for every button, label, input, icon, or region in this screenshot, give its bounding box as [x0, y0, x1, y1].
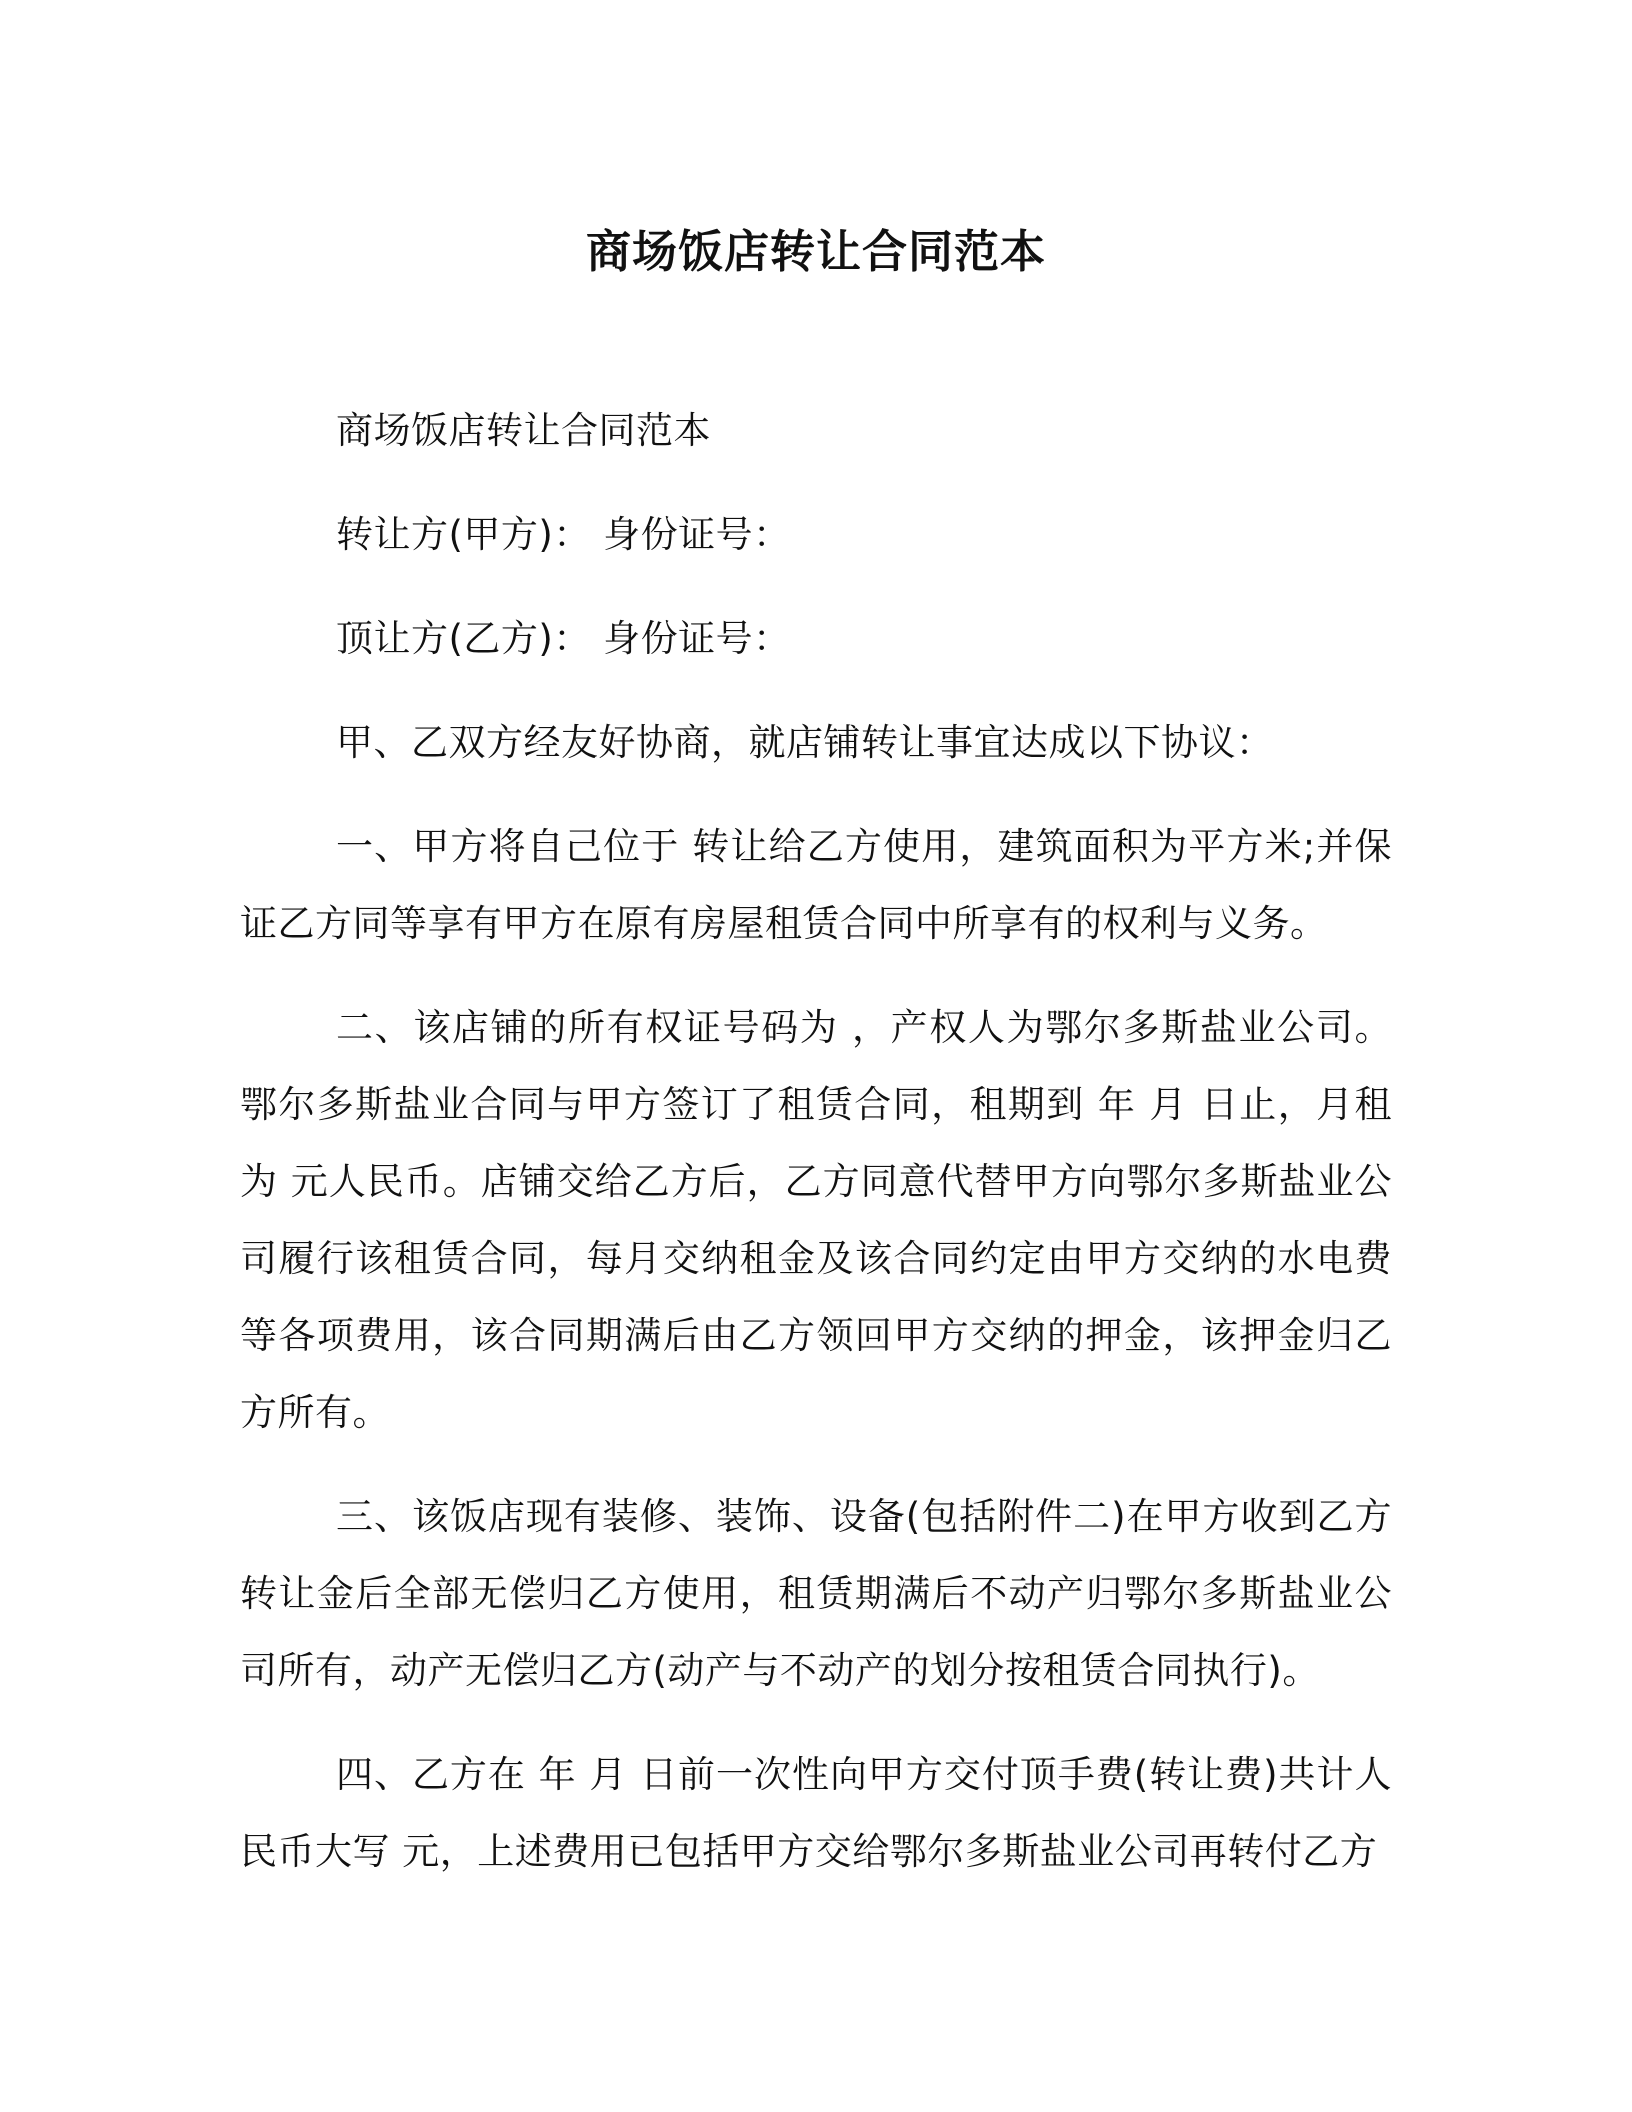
paragraph-agreement-intro: 甲、乙双方经友好协商，就店铺转让事宜达成以下协议： [336, 721, 1274, 764]
paragraph-transferor: 转让方(甲方)： 身份证号： [336, 513, 791, 556]
paragraph-clause-1: 一、甲方将自己位于 转让给乙方使用，建筑面积为平方米;并保证乙方同等享有甲方在原有房屋租赁合同中所享有的权利与义务。 [240, 825, 1392, 945]
paragraph-heading: 商场饭店转让合同范本 [336, 409, 711, 452]
document-body [240, 392, 1392, 1917]
paragraph-clause-4: 四、乙方在 年 月 日前一次性向甲方交付顶手费(转让费)共计人民币大写 元，上述费用已包括甲方交给鄂尔多斯盐业公司再转付乙方 [240, 1753, 1392, 1873]
paragraph-clause-3: 三、该饭店现有装修、装饰、设备(包括附件二)在甲方收到乙方转让金后全部无偿归乙方使用，租赁期满后不动产归鄂尔多斯盐业公司所有，动产无偿归乙方(动产与不动产的划分按租赁合同执行)。 [240, 1495, 1392, 1692]
document-title: 商场饭店转让合同范本 [585, 225, 1046, 278]
paragraph-transferee: 顶让方(乙方)： 身份证号： [336, 617, 791, 660]
paragraph-clause-2: 二、该店铺的所有权证号码为 ，产权人为鄂尔多斯盐业公司。鄂尔多斯盐业合同与甲方签订了租赁合同，租期到 年 月 日止，月租为 元人民币。店铺交给乙方后，乙方同意代替甲方向鄂尔多斯盐业公司履行该租赁合同，每月交纳租金及该合同约定由甲方交纳的水电费等各项费用，该合同期满后由乙方领回甲方交纳的押金，该押金归乙方所有。 [240, 1006, 1392, 1434]
